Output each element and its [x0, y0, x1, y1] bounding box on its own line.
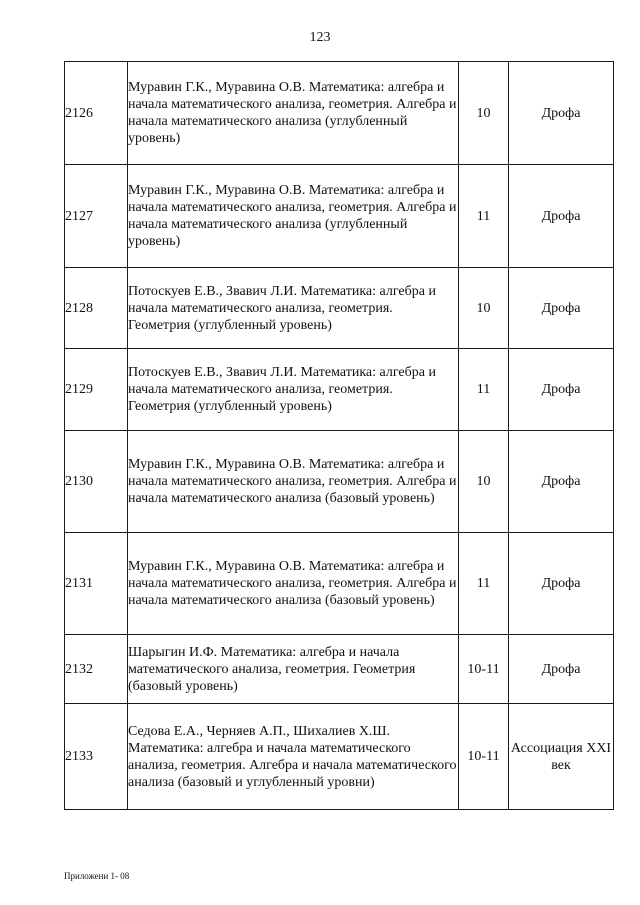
textbook-title: Муравин Г.К., Муравина О.В. Математика: алгебра и начала математического анализа, геометрия. Алгебра и начала математического анализа (базовый уровень)	[128, 431, 459, 533]
textbook-title: Седова Е.А., Черняев А.П., Шихалиев Х.Ш. Математика: алгебра и начала математического анализа, геометрия. Алгебра и начала математического анализа (базовый и углубленный уровни)	[128, 704, 459, 810]
textbook-title: Шарыгин И.Ф. Математика: алгебра и начала математического анализа, геометрия. Геометрия (базовый уровень)	[128, 635, 459, 704]
grade-cell: 10	[459, 431, 509, 533]
row-number: 2128	[65, 268, 128, 349]
table-row	[65, 165, 614, 268]
textbook-title: Муравин Г.К., Муравина О.В. Математика: алгебра и начала математического анализа, геометрия. Алгебра и начала математического анализа (углубленный уровень)	[128, 165, 459, 268]
publisher-cell: Дрофа	[509, 533, 614, 635]
table-row	[65, 635, 614, 704]
table-row	[65, 704, 614, 810]
row-number: 2129	[65, 349, 128, 431]
publisher-cell: Дрофа	[509, 431, 614, 533]
publisher-cell: Дрофа	[509, 349, 614, 431]
grade-cell: 11	[459, 533, 509, 635]
table-row	[65, 349, 614, 431]
publisher-cell: Дрофа	[509, 268, 614, 349]
publisher-cell: Дрофа	[509, 635, 614, 704]
grade-cell: 11	[459, 349, 509, 431]
textbook-title: Потоскуев Е.В., Звавич Л.И. Математика: алгебра и начала математического анализа, геометрия. Геометрия (углубленный уровень)	[128, 268, 459, 349]
table-row	[65, 268, 614, 349]
textbook-title: Муравин Г.К., Муравина О.В. Математика: алгебра и начала математического анализа, геометрия. Алгебра и начала математического анализа (углубленный уровень)	[128, 62, 459, 165]
table-row	[65, 431, 614, 533]
row-number: 2131	[65, 533, 128, 635]
publisher-cell: Ассоциация XXI век	[509, 704, 614, 810]
table-row	[65, 62, 614, 165]
row-number: 2130	[65, 431, 128, 533]
grade-cell: 10	[459, 62, 509, 165]
row-number: 2132	[65, 635, 128, 704]
grade-cell: 10	[459, 268, 509, 349]
footer-note: Приложени 1- 08	[64, 871, 130, 881]
textbook-title: Потоскуев Е.В., Звавич Л.И. Математика: алгебра и начала математического анализа, геометрия. Геометрия (углубленный уровень)	[128, 349, 459, 431]
textbook-title: Муравин Г.К., Муравина О.В. Математика: алгебра и начала математического анализа, геометрия. Алгебра и начала математического анализа (базовый уровень)	[128, 533, 459, 635]
row-number: 2133	[65, 704, 128, 810]
publisher-cell: Дрофа	[509, 62, 614, 165]
grade-cell: 10-11	[459, 635, 509, 704]
page-number: 123	[309, 30, 331, 45]
textbook-table	[64, 61, 614, 810]
row-number: 2127	[65, 165, 128, 268]
table-row	[65, 533, 614, 635]
grade-cell: 11	[459, 165, 509, 268]
publisher-cell: Дрофа	[509, 165, 614, 268]
grade-cell: 10-11	[459, 704, 509, 810]
row-number: 2126	[65, 62, 128, 165]
